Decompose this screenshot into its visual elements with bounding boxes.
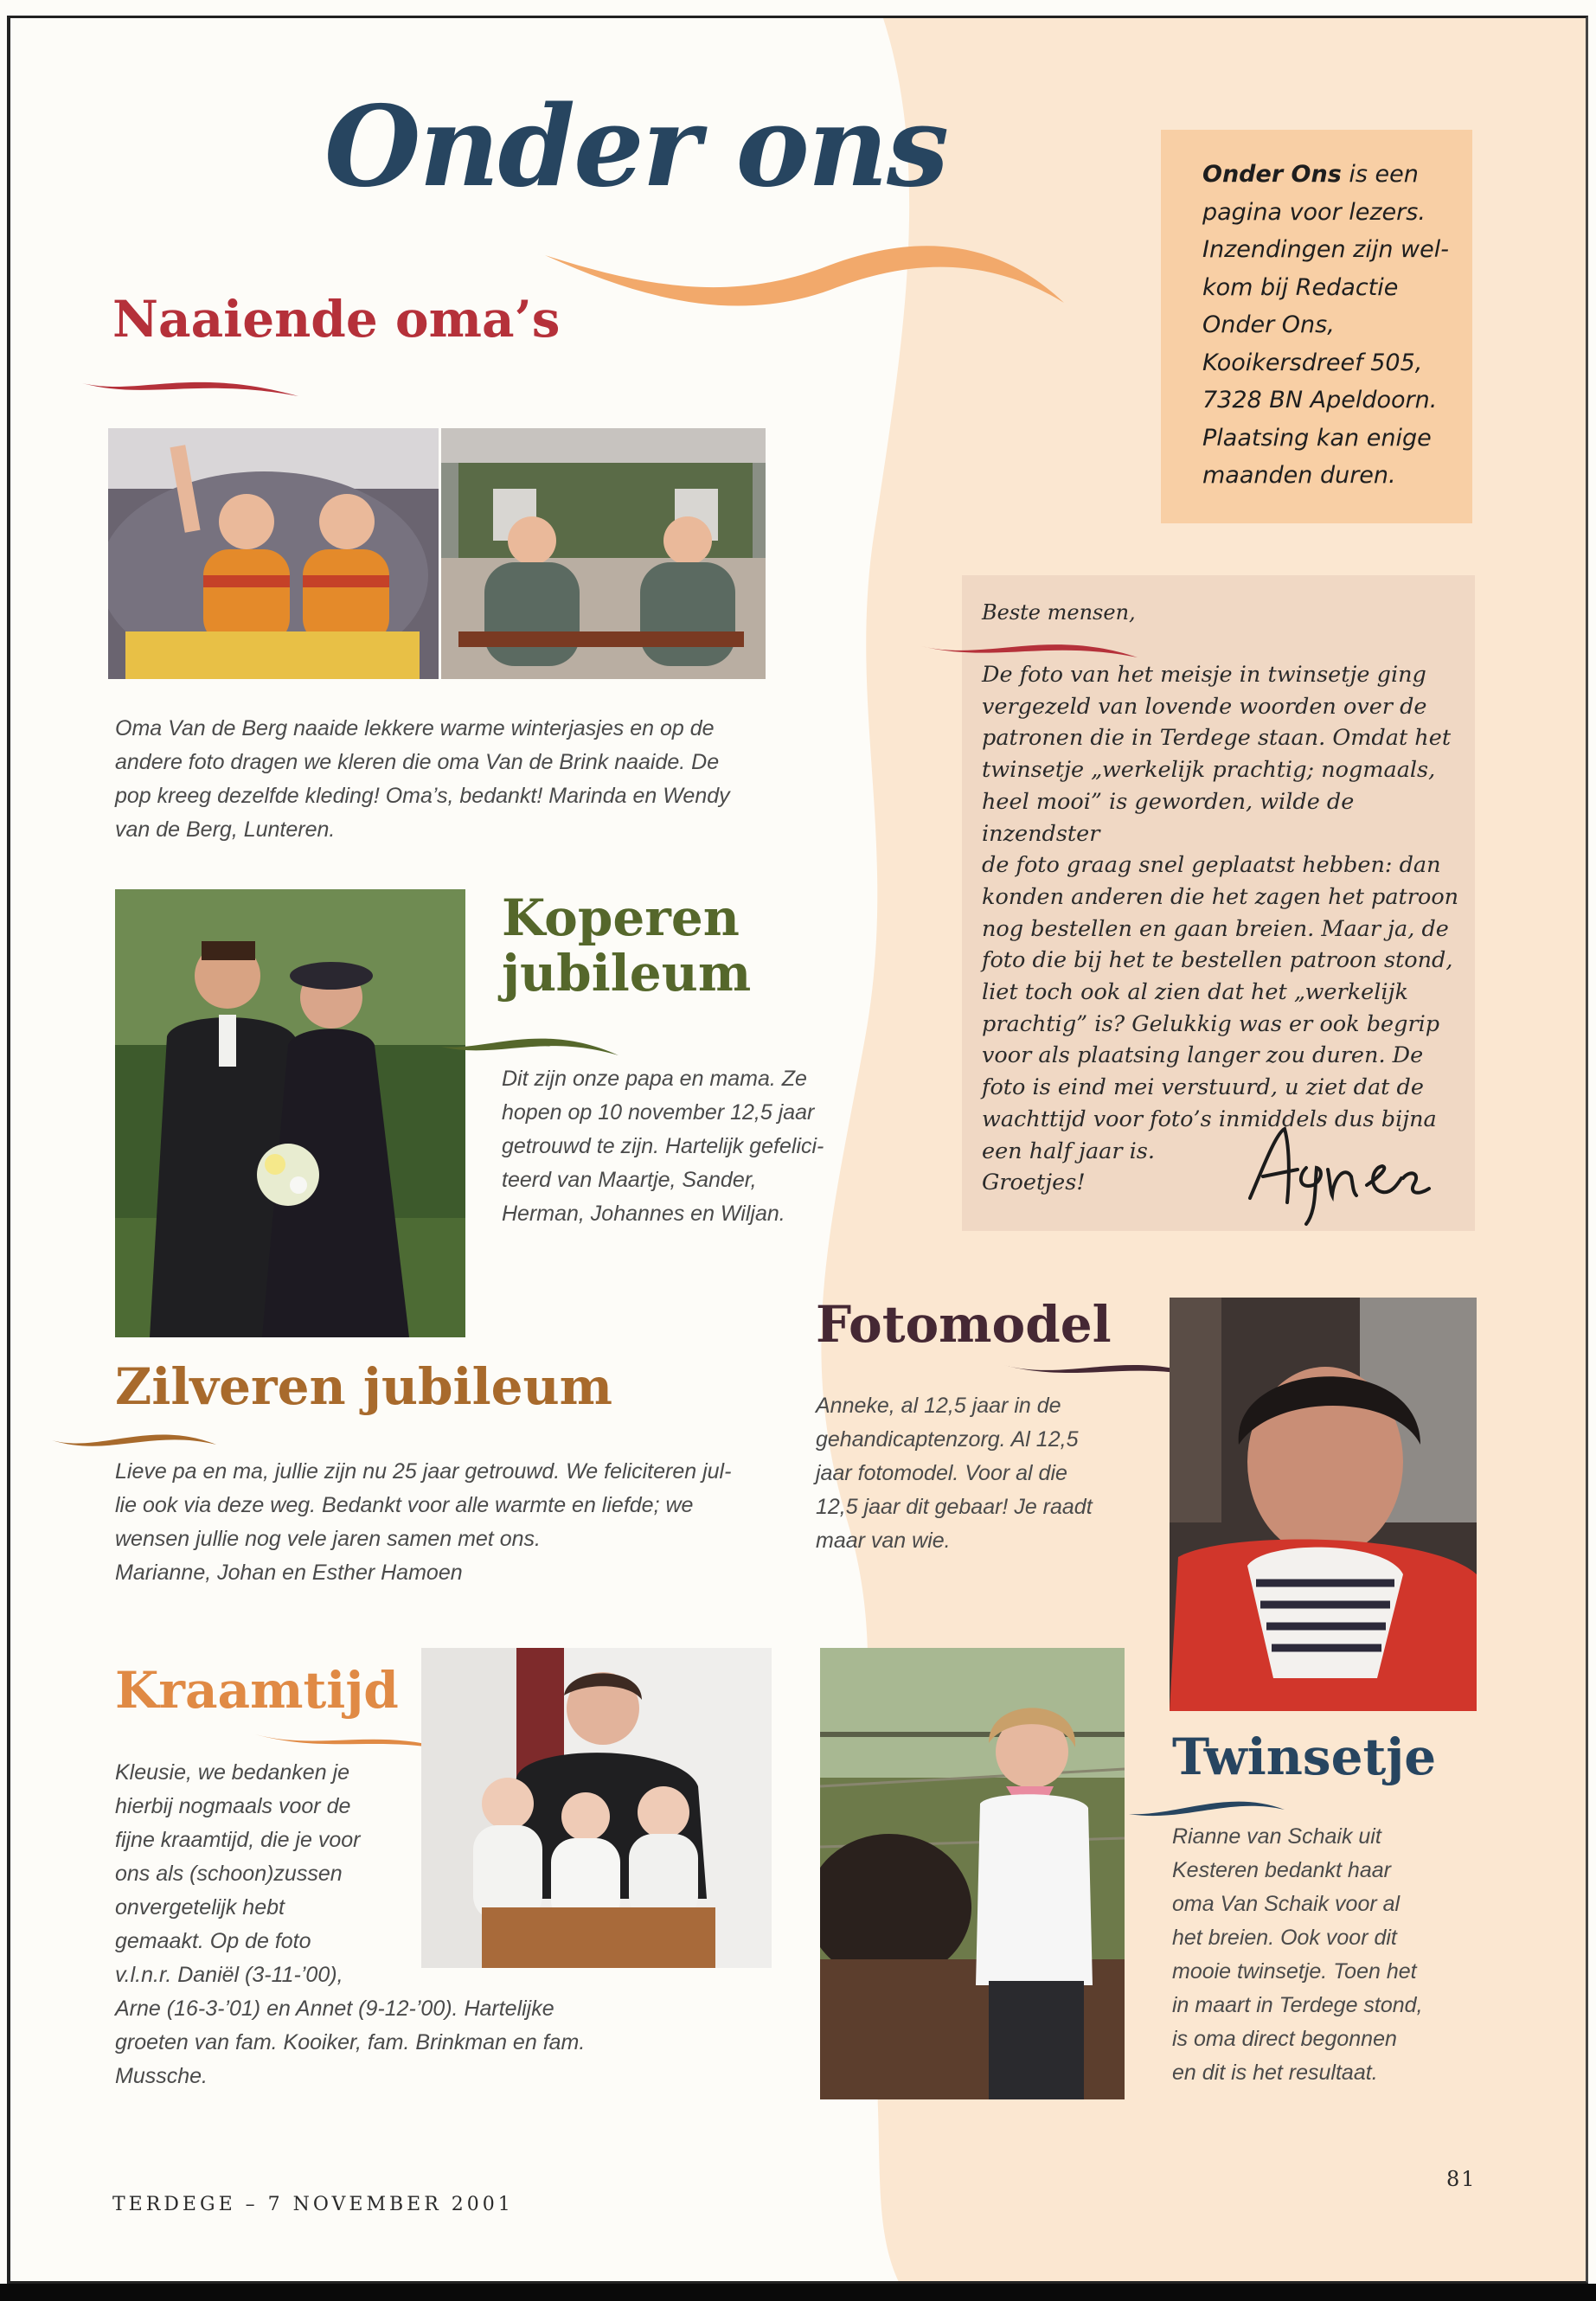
- info-line: 7328 BN Apeldoorn.: [1202, 387, 1438, 413]
- photo-twins-outdoors: [441, 428, 766, 679]
- fotomodel-text: [816, 1389, 1144, 1558]
- letter-line: nog bestellen en gaan breien. Maar ja, de: [982, 915, 1449, 942]
- text-line: in maart in Terdege stond,: [1172, 1993, 1423, 2017]
- page-number: 81: [1446, 2167, 1477, 2191]
- text-line: gemaakt. Op de foto: [115, 1929, 311, 1953]
- text-line: Kesteren bedankt haar: [1172, 1858, 1391, 1882]
- text-line: 12,5 jaar dit gebaar! Je raadt: [816, 1495, 1093, 1519]
- naaiende-text: [115, 712, 790, 847]
- koperen-swash: [437, 1021, 623, 1060]
- kraamtijd-title: Kraamtijd: [115, 1661, 399, 1720]
- info-line: Inzendingen zijn wel-: [1202, 236, 1449, 263]
- naaiende-title: Naaiende oma’s: [112, 290, 561, 349]
- text-line: pop kreeg dezelfde kleding! Oma’s, bedankt! Marinda en Wendy: [115, 784, 730, 808]
- info-line: Plaatsing kan enige: [1202, 424, 1432, 452]
- letter-greeting: Beste mensen,: [982, 600, 1136, 625]
- info-box-text: [1202, 156, 1479, 495]
- text-line: oma Van Schaik voor al: [1172, 1892, 1401, 1916]
- text-line: Marianne, Johan en Esther Hamoen: [115, 1561, 463, 1585]
- text-line: Oma Van de Berg naaide lekkere warme winterjasjes en op de: [115, 716, 715, 740]
- text-line: Kleusie, we bedanken je: [115, 1760, 350, 1785]
- twinsetje-text: [1172, 1820, 1518, 2090]
- zilveren-title: Zilveren jubileum: [115, 1357, 613, 1416]
- koperen-title: [502, 888, 752, 1003]
- text-line: maar van wie.: [816, 1529, 951, 1553]
- letter-line: foto die bij het te bestellen patroon stond,: [982, 947, 1453, 974]
- text-line: teerd van Maartje, Sander,: [502, 1168, 757, 1192]
- text-line: is oma direct begonnen: [1172, 2027, 1397, 2051]
- text-line: hopen op 10 november 12,5 jaar: [502, 1100, 815, 1125]
- letter-line: konden anderen die het zagen het patroon: [982, 883, 1459, 910]
- letter-line: De foto van het meisje in twinsetje ging: [982, 662, 1426, 688]
- text-line: Dit zijn onze papa en mama. Ze: [502, 1067, 807, 1091]
- letter-line: heel mooi” is geworden, wilde de inzendster: [982, 788, 1355, 847]
- kraamtijd-text: [115, 1756, 651, 2093]
- letter-swash: [917, 627, 1142, 663]
- info-line: Kooikersdreef 505,: [1202, 349, 1423, 376]
- photo-twins-couch: [108, 428, 439, 679]
- text-line: getrouwd te zijn. Hartelijk gefelici-: [502, 1134, 824, 1158]
- zilveren-swash: [48, 1419, 221, 1458]
- text-line: fijne kraamtijd, die je voor: [115, 1828, 361, 1852]
- info-line: kom bij Redactie: [1202, 273, 1399, 301]
- info-line: pagina voor lezers.: [1202, 198, 1426, 226]
- letter-line: liet toch ook al zien dat het „werkelijk: [982, 979, 1408, 1006]
- letter-line: vergezeld van lovende woorden over de: [982, 693, 1427, 720]
- text-line: en dit is het resultaat.: [1172, 2061, 1378, 2085]
- text-line: Anneke, al 12,5 jaar in de: [816, 1394, 1061, 1418]
- twinsetje-title: Twinsetje: [1172, 1727, 1437, 1786]
- text-line: ons als (schoon)zussen: [115, 1862, 343, 1886]
- text-line: jaar fotomodel. Voor al die: [816, 1461, 1067, 1485]
- footer-publication: TERDEGE – 7 NOVEMBER 2001: [112, 2194, 514, 2215]
- photo-fotomodel: [1170, 1298, 1477, 1711]
- zilveren-text: [115, 1455, 807, 1590]
- photo-couple: [115, 889, 465, 1337]
- letter-line: patronen die in Terdege staan. Omdat het: [982, 725, 1452, 752]
- text-line: gehandicaptenzorg. Al 12,5: [816, 1427, 1079, 1452]
- letter-line: voor als plaatsing langer zou duren. De: [982, 1042, 1424, 1069]
- photo-twinsetje: [820, 1648, 1125, 2099]
- info-line: maanden duren.: [1202, 462, 1396, 489]
- text-line: v.l.n.r. Daniël (3-11-’00),: [115, 1963, 343, 1987]
- naaiende-swash: [78, 362, 303, 401]
- text-line: Lieve pa en ma, jullie zijn nu 25 jaar getrouwd. We feliciteren jul-: [115, 1459, 732, 1484]
- masthead-swash: [536, 221, 1073, 316]
- text-line: het breien. Ook voor dit: [1172, 1926, 1397, 1950]
- info-line: is een: [1349, 161, 1419, 188]
- text-line: mooie twinsetje. Toen het: [1172, 1959, 1417, 1984]
- info-line: Onder Ons,: [1202, 311, 1335, 338]
- text-line: Herman, Johannes en Wiljan.: [502, 1202, 785, 1226]
- letter-line: foto is eind mei verstuurd, u ziet dat de: [982, 1074, 1424, 1101]
- letter-line: prachtig” is? Gelukkig was er ook begrip: [982, 1010, 1440, 1037]
- letter-line: een half jaar is.: [982, 1138, 1155, 1164]
- koperen-title-line: Koperen: [502, 888, 740, 947]
- koperen-text: [502, 1062, 865, 1231]
- letter-line: de foto graag snel geplaatst hebben: dan: [982, 852, 1441, 879]
- twinsetje-swash: [1125, 1784, 1289, 1823]
- text-line: wensen jullie nog vele jaren samen met ons.: [115, 1527, 541, 1551]
- text-line: Mussche.: [115, 2064, 208, 2088]
- bottom-border: [0, 2284, 1596, 2301]
- text-line: hierbij nogmaals voor de: [115, 1794, 351, 1818]
- signature: [1237, 1116, 1436, 1228]
- text-line: andere foto dragen we kleren die oma Van de Brink naaide. De: [115, 750, 720, 774]
- text-line: Rianne van Schaik uit: [1172, 1824, 1381, 1849]
- text-line: van de Berg, Lunteren.: [115, 817, 336, 842]
- info-box-lead: Onder Ons: [1202, 161, 1342, 188]
- letter-line: Groetjes!: [982, 1170, 1086, 1196]
- text-line: lie ook via deze weg. Bedankt voor alle warmte en liefde; we: [115, 1493, 694, 1517]
- text-line: Arne (16-3-’01) en Annet (9-12-’00). Hartelijke: [115, 1997, 554, 2021]
- letter-line: twinsetje „werkelijk prachtig; nogmaals,: [982, 757, 1436, 784]
- letter-line: wachttijd voor foto’s inmiddels dus bijna: [982, 1106, 1437, 1132]
- text-line: onvergetelijk hebt: [115, 1895, 285, 1920]
- fotomodel-title: Fotomodel: [816, 1295, 1112, 1354]
- koperen-title-line: jubileum: [502, 943, 752, 1003]
- text-line: groeten van fam. Kooiker, fam. Brinkman en fam.: [115, 2030, 586, 2054]
- page-title: Onder ons: [324, 82, 947, 212]
